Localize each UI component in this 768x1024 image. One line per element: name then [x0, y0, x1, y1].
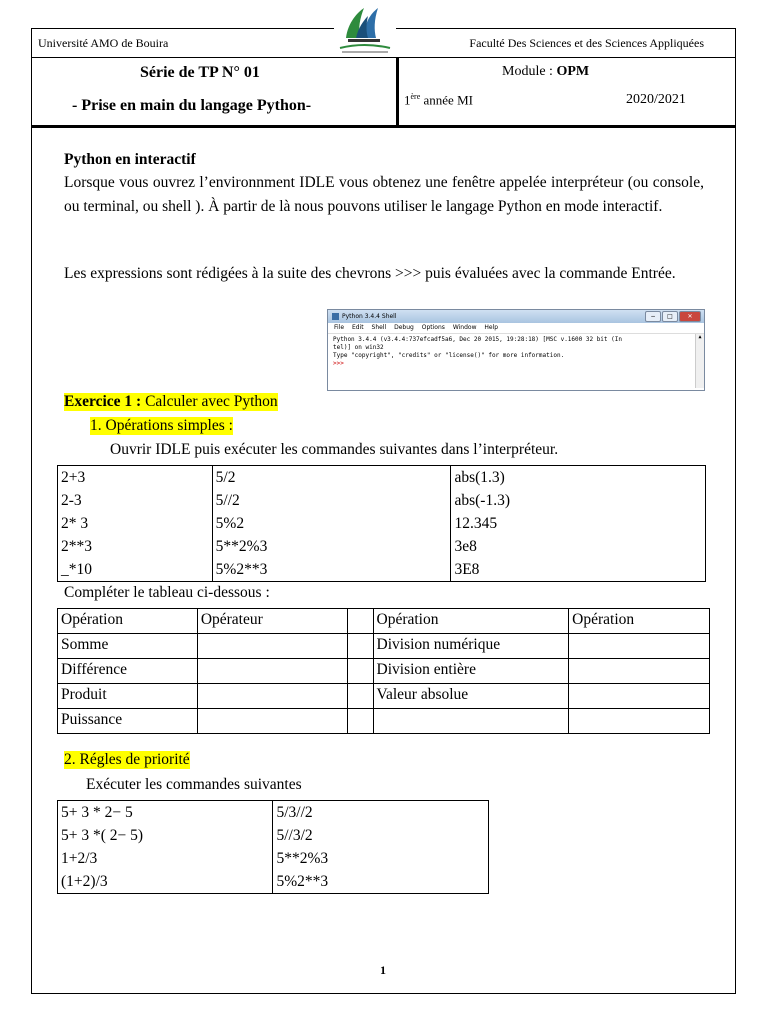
menu-options: Options	[421, 324, 445, 331]
table-cell: 1+2/3	[58, 847, 273, 870]
table-cell-empty	[569, 634, 710, 659]
shell-title: Python 3.4.4 Shell	[342, 313, 397, 320]
table-cell: 5//2	[212, 489, 451, 512]
window-buttons	[645, 311, 701, 321]
table-cell: Somme	[58, 634, 198, 659]
table-row	[58, 535, 706, 558]
table-cell-empty	[373, 709, 569, 734]
header-bottom-border	[32, 125, 735, 128]
table-row	[58, 847, 489, 870]
shell-output	[328, 334, 704, 368]
shell-line: Type "copyright", "credits" or "license()" for more information.	[333, 352, 565, 359]
table-cell: 5%2**3	[212, 558, 451, 582]
intro-paragraph-1: Lorsque vous ouvrez l’environnment IDLE vous obtenez une fenêtre appelée interpréteur (ou console, ou terminal, ou shell ). À partir de là nous pouvons utiliser le langage Python en mode interactif.	[64, 174, 704, 215]
study-year-number: 1	[404, 92, 411, 108]
table-header-cell: Opération	[373, 609, 569, 634]
module-label	[502, 64, 589, 80]
table-cell-empty	[569, 709, 710, 734]
table-cell: abs(1.3)	[451, 466, 706, 490]
menu-debug: Debug	[394, 324, 414, 331]
table-cell: 5+ 3 *( 2− 5)	[58, 824, 273, 847]
idle-shell-screenshot	[327, 309, 705, 391]
study-year	[404, 92, 473, 108]
table-header-row	[58, 609, 710, 634]
table-cell: (1+2)/3	[58, 870, 273, 894]
table-cell: 5%2**3	[273, 870, 489, 894]
table-cell: 3e8	[451, 535, 706, 558]
table-cell-empty	[347, 659, 373, 684]
faculty-name: Faculté Des Sciences et des Sciences Appliquées	[469, 36, 704, 50]
study-year-suffix: ère	[410, 92, 421, 101]
module-label-text: Module :	[502, 64, 557, 79]
table-cell: 5//3/2	[273, 824, 489, 847]
instruction-2: Exécuter les commandes suivantes	[86, 776, 302, 793]
section-heading-python: Python en interactif	[64, 151, 196, 168]
table-header-cell	[347, 609, 373, 634]
instruction-1: Ouvrir IDLE puis exécuter les commandes suivantes dans l’interpréteur.	[110, 441, 559, 458]
table-cell: Division entière	[373, 659, 569, 684]
table-cell: 5**2%3	[212, 535, 451, 558]
exercise-1-name: Calculer avec Python	[141, 393, 278, 410]
table-row	[58, 659, 710, 684]
academic-year: 2020/2021	[626, 92, 686, 107]
intro-paragraph-2: Les expressions sont rédigées à la suite des chevrons >>> puis évaluées avec la commande Entrée.	[64, 265, 676, 282]
header-vertical-divider	[396, 57, 399, 126]
shell-titlebar	[328, 310, 704, 323]
table-cell: 2* 3	[58, 512, 213, 535]
serie-title: Série de TP N° 01	[140, 64, 260, 81]
shell-line: tel)] on win32	[333, 344, 384, 351]
page-number: 1	[380, 963, 386, 977]
table-cell-empty	[569, 659, 710, 684]
priority-table	[57, 800, 489, 894]
table-cell: 5+ 3 * 2− 5	[58, 801, 273, 825]
table-row	[58, 801, 489, 825]
header-divider	[32, 57, 735, 58]
table-cell-empty	[197, 709, 347, 734]
commands-table	[57, 465, 706, 582]
table-cell-empty	[197, 659, 347, 684]
table-cell-empty	[569, 684, 710, 709]
table-header-cell: Opérateur	[197, 609, 347, 634]
menu-edit: Edit	[351, 324, 364, 331]
table-cell-empty	[197, 684, 347, 709]
university-name: Université AMO de Bouira	[38, 36, 169, 50]
serie-subtitle: - Prise en main du langage Python-	[72, 97, 312, 114]
table-cell: Valeur absolue	[373, 684, 569, 709]
table-cell: 2**3	[58, 535, 213, 558]
table-cell-empty	[347, 684, 373, 709]
shell-scrollbar: ▲	[695, 334, 704, 388]
table-row	[58, 824, 489, 847]
table-cell: 5%2	[212, 512, 451, 535]
study-year-label: année MI	[420, 92, 473, 108]
table-cell: 2+3	[58, 466, 213, 490]
menu-file: File	[334, 324, 345, 331]
table-cell: 2-3	[58, 489, 213, 512]
table-header-cell: Opération	[58, 609, 198, 634]
table-header-cell: Opération	[569, 609, 710, 634]
maximize-icon: □	[662, 311, 678, 322]
table-cell: _*10	[58, 558, 213, 582]
table-cell: Puissance	[58, 709, 198, 734]
table-row	[58, 512, 706, 535]
table-cell: Division numérique	[373, 634, 569, 659]
table-row	[58, 684, 710, 709]
section-regles-priorite: 2. Régles de priorité	[64, 751, 190, 768]
university-logo	[334, 2, 396, 56]
table-cell: 5**2%3	[273, 847, 489, 870]
table-row	[58, 634, 710, 659]
table-cell: Produit	[58, 684, 198, 709]
python-icon	[332, 313, 339, 320]
menu-shell: Shell	[371, 324, 387, 331]
module-value: OPM	[556, 64, 590, 79]
exercise-1-label: Exercice 1 :	[64, 393, 142, 410]
table-cell: 5/3//2	[273, 801, 489, 825]
table-cell-empty	[197, 634, 347, 659]
table-cell: 3E8	[451, 558, 706, 582]
table-cell: 12.345	[451, 512, 706, 535]
menu-help: Help	[484, 324, 499, 331]
complete-instruction: Compléter le tableau ci-dessous :	[64, 584, 270, 601]
minimize-icon: −	[645, 311, 661, 322]
section-operations-simples: 1. Opérations simples :	[90, 417, 233, 434]
table-row	[58, 870, 489, 894]
table-cell-empty	[347, 709, 373, 734]
exercise-1-title	[64, 393, 278, 411]
table-cell: abs(-1.3)	[451, 489, 706, 512]
table-row	[58, 558, 706, 582]
table-row	[58, 489, 706, 512]
shell-line: Python 3.4.4 (v3.4.4:737efcadf5a6, Dec 20 2015, 19:28:18) [MSC v.1600 32 bit (In	[333, 336, 622, 343]
shell-prompt: >>>	[333, 360, 348, 367]
close-icon: ✕	[679, 311, 701, 322]
table-cell-empty	[347, 634, 373, 659]
table-row	[58, 466, 706, 490]
table-cell: Différence	[58, 659, 198, 684]
table-cell: 5/2	[212, 466, 451, 490]
menu-window: Window	[452, 324, 477, 331]
table-row	[58, 709, 710, 734]
operators-table	[57, 608, 710, 734]
shell-menubar	[328, 323, 704, 334]
